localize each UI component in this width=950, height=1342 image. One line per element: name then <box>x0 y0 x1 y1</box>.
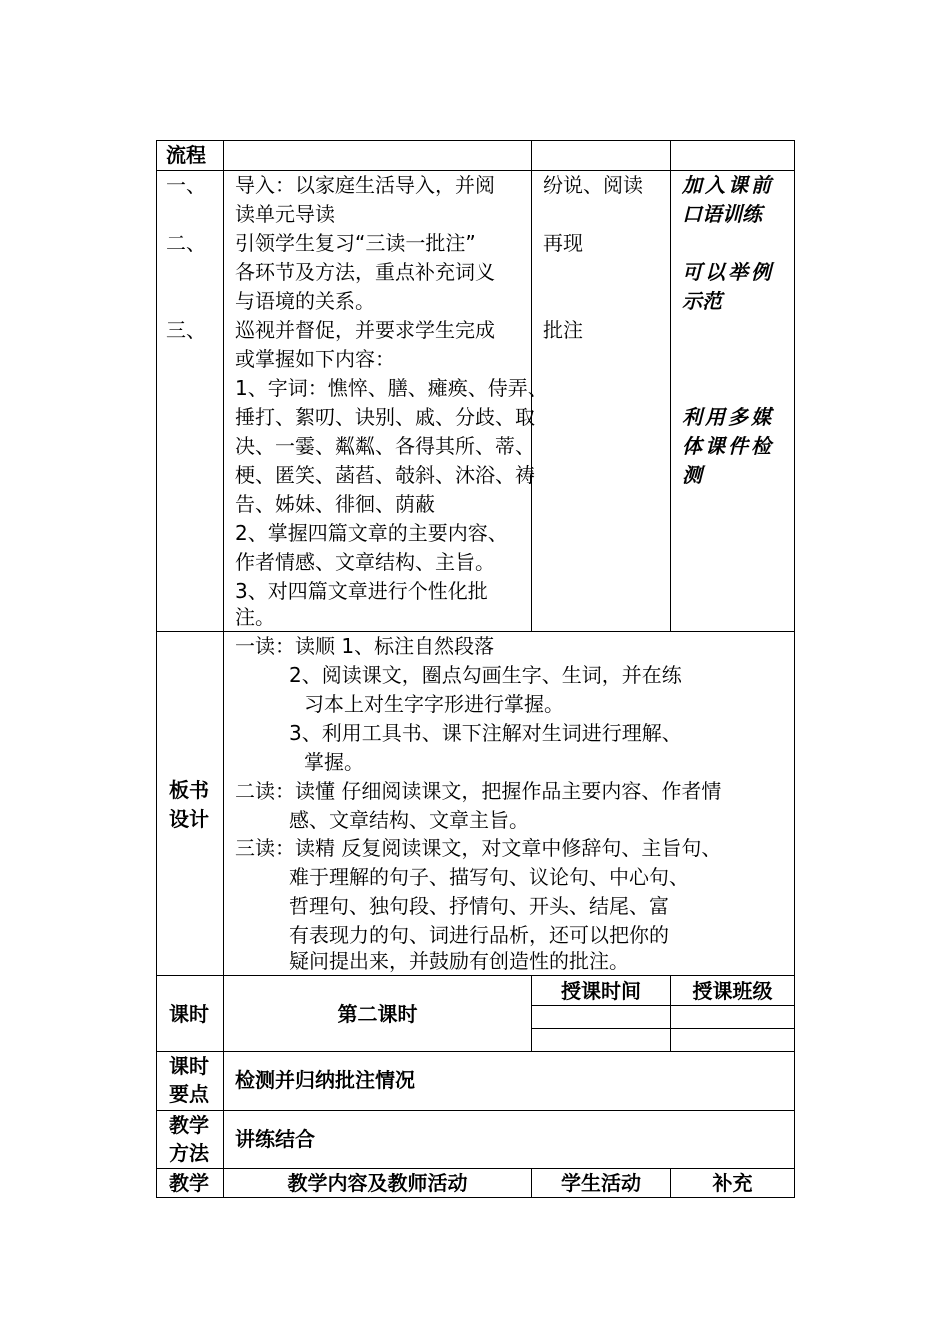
step-text-line: 导入：以家庭生活导入，并阅 <box>235 173 495 197</box>
board-line: 感、文章结构、文章主旨。 <box>289 808 529 832</box>
key-points-label: 课时 <box>169 1054 209 1078</box>
step-text-line: 1、字词：憔悴、膳、瘫痪、侍弄、 <box>235 376 548 400</box>
table-border <box>156 1110 795 1111</box>
step-text-line: 各环节及方法，重点补充词义 <box>235 260 495 284</box>
supplement-line: 利用多媒 <box>682 405 774 429</box>
flow-label: 流程 <box>166 143 206 167</box>
board-line: 哲理句、独句段、抒情句、开头、结尾、富 <box>289 894 669 918</box>
student-activity: 批注 <box>543 318 583 342</box>
method-value: 讲练结合 <box>235 1127 315 1151</box>
step-text-line: 引领学生复习“三读一批注” <box>235 231 476 255</box>
board-line: 掌握。 <box>304 750 364 774</box>
supplement-line: 体课件检 <box>682 434 774 458</box>
student-activity: 纷说、阅读 <box>543 173 643 197</box>
table-border <box>531 1028 795 1029</box>
footer-col-header: 教学内容及教师活动 <box>287 1171 468 1195</box>
table-border <box>156 140 157 1198</box>
table-border <box>156 1051 795 1052</box>
footer-col-header: 学生活动 <box>561 1171 641 1195</box>
table-border <box>223 140 224 1198</box>
step-text-line: 作者情感、文章结构、主旨。 <box>235 550 495 574</box>
board-line: 2、阅读课文，圈点勾画生字、生词，并在练 <box>289 663 682 687</box>
step-text-line: 3、对四篇文章进行个性化批 <box>235 579 488 603</box>
footer-col-label: 教学 <box>169 1171 209 1195</box>
supplement-line: 测 <box>682 463 702 487</box>
board-line: 疑问提出来，并鼓励有创造性的批注。 <box>289 949 629 973</box>
board-line: 三读：读精 反复阅读课文，对文章中修辞句、主旨句、 <box>235 836 722 860</box>
step-text-line: 注。 <box>235 605 275 629</box>
step-text-line: 与语境的关系。 <box>235 289 375 313</box>
supplement-line: 口语训练 <box>682 202 762 226</box>
supplement-line: 加入课前 <box>682 173 774 197</box>
step-number: 三、 <box>166 318 206 342</box>
board-line: 难于理解的句子、描写句、议论句、中心句、 <box>289 865 689 889</box>
key-points-label: 要点 <box>169 1082 209 1106</box>
method-label: 教学 <box>169 1113 209 1137</box>
time-header: 授课时间 <box>561 979 641 1003</box>
step-number: 二、 <box>166 231 206 255</box>
step-text-line: 梗、匿笑、菡萏、攲斜、沐浴、祷 <box>235 463 535 487</box>
lesson-label: 课时 <box>169 1002 209 1026</box>
footer-col-header: 补充 <box>712 1171 753 1195</box>
step-text-line: 捶打、絮叨、诀别、戚、分歧、取 <box>235 405 535 429</box>
method-label: 方法 <box>169 1141 209 1165</box>
step-number: 一、 <box>166 173 206 197</box>
table-border <box>670 140 671 632</box>
board-label: 设计 <box>169 807 209 831</box>
board-line: 二读：读懂 仔细阅读课文，把握作品主要内容、作者情 <box>235 779 722 803</box>
board-label: 板书 <box>169 778 209 802</box>
step-text-line: 或掌握如下内容： <box>235 347 395 371</box>
key-points-value: 检测并归纳批注情况 <box>235 1068 415 1092</box>
step-text-line: 2、掌握四篇文章的主要内容、 <box>235 521 508 545</box>
board-line: 习本上对生字字形进行掌握。 <box>304 692 564 716</box>
board-line: 3、利用工具书、课下注解对生词进行理解、 <box>289 721 682 745</box>
student-activity: 再现 <box>543 231 583 255</box>
step-text-line: 巡视并督促，并要求学生完成 <box>235 318 495 342</box>
table-border <box>156 140 795 141</box>
step-text-line: 告、姊妹、徘徊、荫蔽 <box>235 492 435 516</box>
supplement-line: 示范 <box>682 289 722 313</box>
step-text-line: 决、一霎、粼粼、各得其所、蒂、 <box>235 434 535 458</box>
lesson-value: 第二课时 <box>337 1002 418 1026</box>
table-border <box>794 140 795 1198</box>
step-text-line: 读单元导读 <box>235 202 335 226</box>
board-line: 有表现力的句、词进行品析，还可以把你的 <box>289 923 669 947</box>
supplement-line: 可以举例 <box>682 260 774 284</box>
board-line: 一读：读顺 1、标注自然段落 <box>235 634 495 658</box>
class-header: 授课班级 <box>692 979 773 1003</box>
